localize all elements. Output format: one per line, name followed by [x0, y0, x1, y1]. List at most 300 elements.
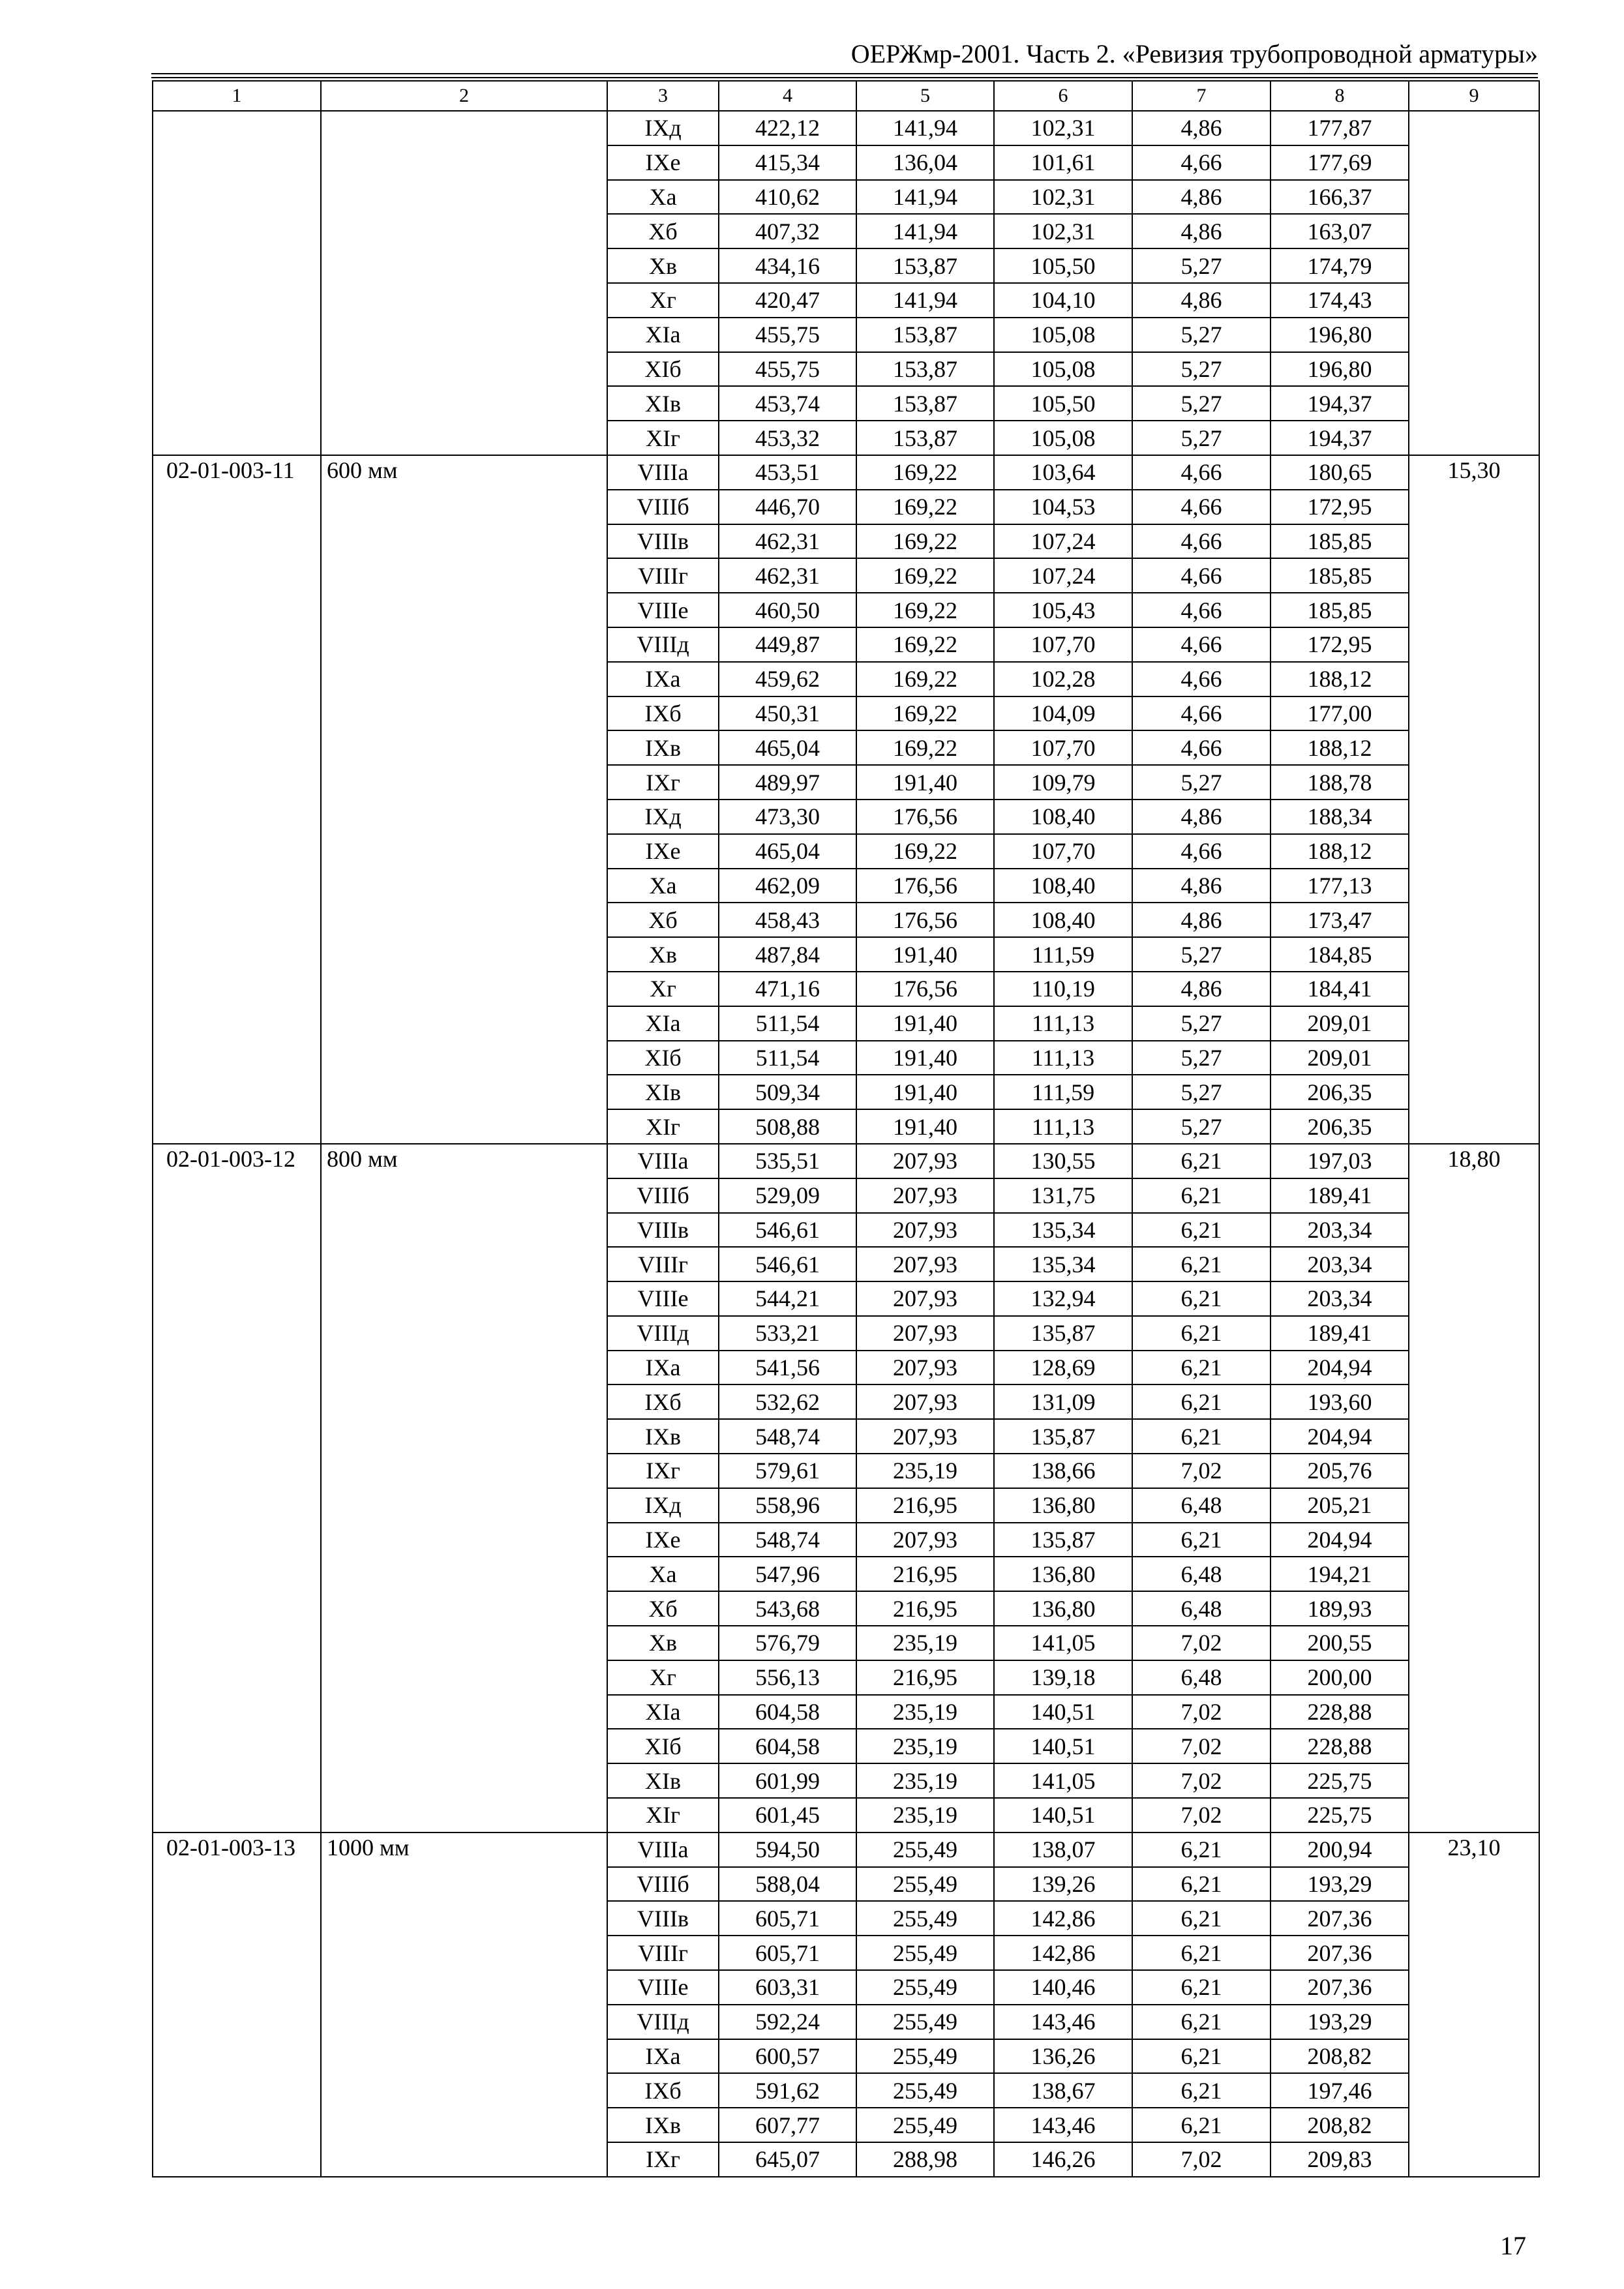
total-cost-cell: 422,12 [719, 111, 856, 145]
machines-cell: 105,50 [994, 386, 1132, 421]
total-cost-cell: 462,09 [719, 869, 856, 903]
machines-cell: 140,51 [994, 1695, 1132, 1729]
wages-cell: 191,40 [856, 1006, 994, 1041]
machines-cell: 109,79 [994, 765, 1132, 800]
machinist-wages-cell: 6,21 [1132, 1867, 1271, 1902]
materials-cell: 205,76 [1271, 1454, 1409, 1488]
machines-cell: 136,80 [994, 1488, 1132, 1523]
machines-cell: 103,64 [994, 455, 1132, 490]
zone-cell: VIIIе [607, 1970, 719, 2005]
machines-cell: 141,05 [994, 1763, 1132, 1798]
materials-cell: 209,01 [1271, 1006, 1409, 1041]
materials-cell: 204,94 [1271, 1419, 1409, 1454]
total-cost-cell: 605,71 [719, 1901, 856, 1936]
materials-cell: 180,65 [1271, 455, 1409, 490]
wages-cell: 207,93 [856, 1523, 994, 1557]
total-cost-cell: 541,56 [719, 1351, 856, 1385]
wages-cell: 207,93 [856, 1281, 994, 1316]
machines-cell: 136,80 [994, 1557, 1132, 1591]
machines-cell: 128,69 [994, 1351, 1132, 1385]
wages-cell: 191,40 [856, 1075, 994, 1109]
wages-cell: 141,94 [856, 111, 994, 145]
machinist-wages-cell: 4,86 [1132, 214, 1271, 248]
machinist-wages-cell: 7,02 [1132, 1763, 1271, 1798]
machinist-wages-cell: 6,21 [1132, 1281, 1271, 1316]
total-cost-cell: 603,31 [719, 1970, 856, 2005]
zone-cell: Xв [607, 248, 719, 283]
materials-cell: 194,21 [1271, 1557, 1409, 1591]
machines-cell: 108,40 [994, 903, 1132, 937]
column-number: 7 [1132, 81, 1271, 111]
materials-cell: 173,47 [1271, 903, 1409, 937]
zone-cell: VIIIа [607, 455, 719, 490]
total-cost-cell: 532,62 [719, 1384, 856, 1419]
materials-cell: 204,94 [1271, 1351, 1409, 1385]
machinist-wages-cell: 4,86 [1132, 111, 1271, 145]
machines-cell: 138,66 [994, 1454, 1132, 1488]
wages-cell: 153,87 [856, 352, 994, 387]
zone-cell: XIа [607, 318, 719, 352]
wages-cell: 191,40 [856, 1109, 994, 1144]
machines-cell: 107,24 [994, 558, 1132, 593]
machinist-wages-cell: 4,86 [1132, 800, 1271, 834]
total-cost-cell: 415,34 [719, 145, 856, 180]
column-number: 6 [994, 81, 1132, 111]
document-header: ОЕРЖмр-2001. Часть 2. «Ревизия трубопроводной арматуры» [850, 39, 1538, 68]
zone-cell: IXа [607, 1351, 719, 1385]
zone-cell: Xа [607, 180, 719, 215]
total-cost-cell: 473,30 [719, 800, 856, 834]
wages-cell: 255,49 [856, 1970, 994, 2005]
machinist-wages-cell: 4,66 [1132, 455, 1271, 490]
machinist-wages-cell: 5,27 [1132, 765, 1271, 800]
machinist-wages-cell: 4,66 [1132, 696, 1271, 731]
materials-cell: 225,75 [1271, 1798, 1409, 1833]
zone-cell: XIг [607, 1798, 719, 1833]
column-number: 8 [1271, 81, 1409, 111]
labor-cost-cell: 15,30 [1409, 455, 1539, 1144]
machinist-wages-cell: 5,27 [1132, 1109, 1271, 1144]
column-number-row [153, 81, 1539, 111]
materials-cell: 206,35 [1271, 1109, 1409, 1144]
materials-cell: 205,21 [1271, 1488, 1409, 1523]
machines-cell: 141,05 [994, 1626, 1132, 1660]
wages-cell: 255,49 [856, 2039, 994, 2074]
materials-cell: 228,88 [1271, 1729, 1409, 1763]
machines-cell: 132,94 [994, 1281, 1132, 1316]
wages-cell: 169,22 [856, 524, 994, 559]
machines-cell: 111,13 [994, 1006, 1132, 1041]
wages-cell: 216,95 [856, 1660, 994, 1695]
materials-cell: 203,34 [1271, 1281, 1409, 1316]
machinist-wages-cell: 6,21 [1132, 1833, 1271, 1867]
column-number: 4 [719, 81, 856, 111]
zone-cell: Xв [607, 1626, 719, 1660]
materials-cell: 200,94 [1271, 1833, 1409, 1867]
machinist-wages-cell: 6,21 [1132, 1419, 1271, 1454]
column-number: 5 [856, 81, 994, 111]
materials-cell: 228,88 [1271, 1695, 1409, 1729]
machinist-wages-cell: 6,21 [1132, 1970, 1271, 2005]
materials-cell: 177,87 [1271, 111, 1409, 145]
zone-cell: VIIIд [607, 2005, 719, 2039]
machinist-wages-cell: 4,66 [1132, 834, 1271, 869]
materials-cell: 193,29 [1271, 2005, 1409, 2039]
wages-cell: 216,95 [856, 1488, 994, 1523]
materials-cell: 189,93 [1271, 1591, 1409, 1626]
wages-cell: 153,87 [856, 318, 994, 352]
zone-cell: VIIIб [607, 1178, 719, 1213]
zone-cell: VIIIа [607, 1144, 719, 1178]
materials-cell: 197,46 [1271, 2073, 1409, 2108]
machinist-wages-cell: 4,86 [1132, 180, 1271, 215]
total-cost-cell: 600,57 [719, 2039, 856, 2074]
wages-cell: 235,19 [856, 1763, 994, 1798]
total-cost-cell: 579,61 [719, 1454, 856, 1488]
zone-cell: XIа [607, 1006, 719, 1041]
wages-cell: 191,40 [856, 765, 994, 800]
zone-cell: VIIIв [607, 1213, 719, 1248]
machines-cell: 138,67 [994, 2073, 1132, 2108]
total-cost-cell: 511,54 [719, 1041, 856, 1075]
machines-cell: 111,59 [994, 1075, 1132, 1109]
machinist-wages-cell: 6,21 [1132, 1178, 1271, 1213]
machines-cell: 140,46 [994, 1970, 1132, 2005]
total-cost-cell: 544,21 [719, 1281, 856, 1316]
zone-cell: VIIIв [607, 524, 719, 559]
wages-cell: 207,93 [856, 1247, 994, 1281]
machinist-wages-cell: 6,21 [1132, 1213, 1271, 1248]
wages-cell: 235,19 [856, 1729, 994, 1763]
machines-cell: 135,87 [994, 1316, 1132, 1351]
zone-cell: XIб [607, 352, 719, 387]
labor-cost-cell: 18,80 [1409, 1144, 1539, 1833]
machinist-wages-cell: 7,02 [1132, 1695, 1271, 1729]
zone-cell: IXд [607, 800, 719, 834]
wages-cell: 235,19 [856, 1454, 994, 1488]
machines-cell: 136,26 [994, 2039, 1132, 2074]
rate-code-cell [153, 111, 321, 455]
zone-cell: XIб [607, 1729, 719, 1763]
total-cost-cell: 453,74 [719, 386, 856, 421]
zone-cell: Xб [607, 903, 719, 937]
total-cost-cell: 511,54 [719, 1006, 856, 1041]
total-cost-cell: 556,13 [719, 1660, 856, 1695]
zone-cell: VIIIб [607, 490, 719, 524]
total-cost-cell: 543,68 [719, 1591, 856, 1626]
wages-cell: 169,22 [856, 455, 994, 490]
wages-cell: 235,19 [856, 1695, 994, 1729]
zone-cell: XIв [607, 1075, 719, 1109]
table-row [153, 1144, 1539, 1178]
machines-cell: 143,46 [994, 2108, 1132, 2142]
machines-cell: 104,09 [994, 696, 1132, 731]
machinist-wages-cell: 6,21 [1132, 1247, 1271, 1281]
total-cost-cell: 508,88 [719, 1109, 856, 1144]
materials-cell: 207,36 [1271, 1901, 1409, 1936]
machines-cell: 105,08 [994, 318, 1132, 352]
diameter-cell: 1000 мм [321, 1833, 607, 2177]
machinist-wages-cell: 6,21 [1132, 1384, 1271, 1419]
column-number: 1 [153, 81, 321, 111]
total-cost-cell: 509,34 [719, 1075, 856, 1109]
total-cost-cell: 591,62 [719, 2073, 856, 2108]
total-cost-cell: 535,51 [719, 1144, 856, 1178]
zone-cell: Xг [607, 1660, 719, 1695]
zone-cell: XIа [607, 1695, 719, 1729]
total-cost-cell: 453,51 [719, 455, 856, 490]
wages-cell: 207,93 [856, 1144, 994, 1178]
zone-cell: IXе [607, 145, 719, 180]
materials-cell: 209,01 [1271, 1041, 1409, 1075]
wages-cell: 191,40 [856, 937, 994, 972]
machinist-wages-cell: 6,21 [1132, 1316, 1271, 1351]
total-cost-cell: 410,62 [719, 180, 856, 215]
wages-cell: 153,87 [856, 248, 994, 283]
total-cost-cell: 645,07 [719, 2142, 856, 2177]
total-cost-cell: 601,45 [719, 1798, 856, 1833]
machinist-wages-cell: 6,21 [1132, 1351, 1271, 1385]
wages-cell: 255,49 [856, 2108, 994, 2142]
total-cost-cell: 471,16 [719, 972, 856, 1006]
machines-cell: 105,08 [994, 352, 1132, 387]
materials-cell: 177,00 [1271, 696, 1409, 731]
machines-cell: 104,10 [994, 283, 1132, 318]
machines-cell: 102,31 [994, 214, 1132, 248]
materials-cell: 174,43 [1271, 283, 1409, 318]
zone-cell: IXе [607, 834, 719, 869]
machines-cell: 140,51 [994, 1798, 1132, 1833]
machinist-wages-cell: 5,27 [1132, 318, 1271, 352]
machines-cell: 102,28 [994, 662, 1132, 696]
materials-cell: 193,29 [1271, 1867, 1409, 1902]
wages-cell: 255,49 [856, 1833, 994, 1867]
total-cost-cell: 558,96 [719, 1488, 856, 1523]
materials-cell: 172,95 [1271, 490, 1409, 524]
machinist-wages-cell: 5,27 [1132, 352, 1271, 387]
total-cost-cell: 420,47 [719, 283, 856, 318]
table-row [153, 455, 1539, 490]
machines-cell: 107,70 [994, 627, 1132, 662]
wages-cell: 169,22 [856, 593, 994, 627]
zone-cell: IXа [607, 662, 719, 696]
machines-cell: 107,70 [994, 834, 1132, 869]
total-cost-cell: 546,61 [719, 1247, 856, 1281]
materials-cell: 208,82 [1271, 2108, 1409, 2142]
table-row [153, 1833, 1539, 1867]
zone-cell: IXб [607, 1384, 719, 1419]
zone-cell: VIIIг [607, 1247, 719, 1281]
machinist-wages-cell: 4,86 [1132, 903, 1271, 937]
wages-cell: 207,93 [856, 1419, 994, 1454]
total-cost-cell: 460,50 [719, 593, 856, 627]
total-cost-cell: 605,71 [719, 1936, 856, 1970]
zone-cell: Xа [607, 869, 719, 903]
total-cost-cell: 489,97 [719, 765, 856, 800]
total-cost-cell: 487,84 [719, 937, 856, 972]
rate-code-cell: 02-01-003-13 [153, 1833, 321, 2177]
zone-cell: XIв [607, 386, 719, 421]
materials-cell: 188,12 [1271, 730, 1409, 765]
materials-cell: 172,95 [1271, 627, 1409, 662]
materials-cell: 189,41 [1271, 1316, 1409, 1351]
materials-cell: 174,79 [1271, 248, 1409, 283]
machines-cell: 138,07 [994, 1833, 1132, 1867]
materials-cell: 189,41 [1271, 1178, 1409, 1213]
machines-cell: 111,13 [994, 1109, 1132, 1144]
materials-cell: 177,69 [1271, 145, 1409, 180]
machinist-wages-cell: 4,66 [1132, 145, 1271, 180]
machines-cell: 102,31 [994, 111, 1132, 145]
wages-cell: 255,49 [856, 1867, 994, 1902]
materials-cell: 194,37 [1271, 386, 1409, 421]
total-cost-cell: 407,32 [719, 214, 856, 248]
machines-cell: 143,46 [994, 2005, 1132, 2039]
column-number: 9 [1409, 81, 1539, 111]
machinist-wages-cell: 5,27 [1132, 1075, 1271, 1109]
machines-cell: 142,86 [994, 1936, 1132, 1970]
materials-cell: 203,34 [1271, 1213, 1409, 1248]
machinist-wages-cell: 5,27 [1132, 421, 1271, 455]
zone-cell: IXв [607, 1419, 719, 1454]
zone-cell: VIIIд [607, 1316, 719, 1351]
wages-cell: 207,93 [856, 1178, 994, 1213]
machinist-wages-cell: 4,66 [1132, 627, 1271, 662]
total-cost-cell: 607,77 [719, 2108, 856, 2142]
machinist-wages-cell: 4,66 [1132, 558, 1271, 593]
wages-cell: 216,95 [856, 1591, 994, 1626]
diameter-cell: 600 мм [321, 455, 607, 1144]
zone-cell: IXд [607, 111, 719, 145]
total-cost-cell: 547,96 [719, 1557, 856, 1591]
machinist-wages-cell: 6,48 [1132, 1488, 1271, 1523]
materials-cell: 188,78 [1271, 765, 1409, 800]
zone-cell: VIIIд [607, 627, 719, 662]
materials-cell: 185,85 [1271, 558, 1409, 593]
wages-cell: 255,49 [856, 1901, 994, 1936]
machinist-wages-cell: 6,48 [1132, 1557, 1271, 1591]
machinist-wages-cell: 5,27 [1132, 937, 1271, 972]
materials-cell: 166,37 [1271, 180, 1409, 215]
wages-cell: 169,22 [856, 834, 994, 869]
page-number: 17 [1500, 2231, 1526, 2260]
machinist-wages-cell: 7,02 [1132, 1729, 1271, 1763]
price-table [152, 80, 1540, 2177]
materials-cell: 206,35 [1271, 1075, 1409, 1109]
zone-cell: XIг [607, 421, 719, 455]
wages-cell: 169,22 [856, 558, 994, 593]
rate-code-cell: 02-01-003-12 [153, 1144, 321, 1833]
wages-cell: 288,98 [856, 2142, 994, 2177]
total-cost-cell: 459,62 [719, 662, 856, 696]
machinist-wages-cell: 7,02 [1132, 1798, 1271, 1833]
materials-cell: 188,34 [1271, 800, 1409, 834]
machinist-wages-cell: 7,02 [1132, 1454, 1271, 1488]
total-cost-cell: 604,58 [719, 1695, 856, 1729]
total-cost-cell: 465,04 [719, 834, 856, 869]
machinist-wages-cell: 6,21 [1132, 1901, 1271, 1936]
machines-cell: 102,31 [994, 180, 1132, 215]
wages-cell: 141,94 [856, 214, 994, 248]
materials-cell: 209,83 [1271, 2142, 1409, 2177]
materials-cell: 207,36 [1271, 1936, 1409, 1970]
zone-cell: VIIIг [607, 1936, 719, 1970]
machinist-wages-cell: 7,02 [1132, 2142, 1271, 2177]
machinist-wages-cell: 6,21 [1132, 1936, 1271, 1970]
machinist-wages-cell: 5,27 [1132, 248, 1271, 283]
machines-cell: 136,80 [994, 1591, 1132, 1626]
machinist-wages-cell: 6,21 [1132, 1523, 1271, 1557]
wages-cell: 136,04 [856, 145, 994, 180]
materials-cell: 177,13 [1271, 869, 1409, 903]
materials-cell: 200,55 [1271, 1626, 1409, 1660]
materials-cell: 163,07 [1271, 214, 1409, 248]
total-cost-cell: 462,31 [719, 524, 856, 559]
zone-cell: VIIIб [607, 1867, 719, 1902]
zone-cell: Xа [607, 1557, 719, 1591]
zone-cell: IXв [607, 730, 719, 765]
machines-cell: 107,70 [994, 730, 1132, 765]
diameter-cell: 800 мм [321, 1144, 607, 1833]
labor-cost-cell [1409, 111, 1539, 455]
zone-cell: Xб [607, 214, 719, 248]
machinist-wages-cell: 6,21 [1132, 2039, 1271, 2074]
materials-cell: 193,60 [1271, 1384, 1409, 1419]
materials-cell: 197,03 [1271, 1144, 1409, 1178]
machinist-wages-cell: 7,02 [1132, 1626, 1271, 1660]
machines-cell: 131,09 [994, 1384, 1132, 1419]
total-cost-cell: 462,31 [719, 558, 856, 593]
machines-cell: 139,18 [994, 1660, 1132, 1695]
total-cost-cell: 455,75 [719, 318, 856, 352]
total-cost-cell: 546,61 [719, 1213, 856, 1248]
machinist-wages-cell: 4,86 [1132, 869, 1271, 903]
machines-cell: 131,75 [994, 1178, 1132, 1213]
machinist-wages-cell: 4,86 [1132, 283, 1271, 318]
machines-cell: 130,55 [994, 1144, 1132, 1178]
wages-cell: 176,56 [856, 869, 994, 903]
machinist-wages-cell: 5,27 [1132, 386, 1271, 421]
column-number: 2 [321, 81, 607, 111]
wages-cell: 207,93 [856, 1213, 994, 1248]
zone-cell: Xг [607, 972, 719, 1006]
wages-cell: 141,94 [856, 283, 994, 318]
total-cost-cell: 458,43 [719, 903, 856, 937]
machines-cell: 142,86 [994, 1901, 1132, 1936]
wages-cell: 169,22 [856, 490, 994, 524]
total-cost-cell: 533,21 [719, 1316, 856, 1351]
machines-cell: 111,59 [994, 937, 1132, 972]
machines-cell: 135,87 [994, 1523, 1132, 1557]
zone-cell: VIIIе [607, 593, 719, 627]
wages-cell: 207,93 [856, 1316, 994, 1351]
materials-cell: 204,94 [1271, 1523, 1409, 1557]
zone-cell: XIв [607, 1763, 719, 1798]
zone-cell: IXб [607, 696, 719, 731]
wages-cell: 207,93 [856, 1384, 994, 1419]
machines-cell: 146,26 [994, 2142, 1132, 2177]
materials-cell: 185,85 [1271, 524, 1409, 559]
zone-cell: IXа [607, 2039, 719, 2074]
column-number: 3 [607, 81, 719, 111]
machinist-wages-cell: 6,21 [1132, 1144, 1271, 1178]
wages-cell: 255,49 [856, 1936, 994, 1970]
machinist-wages-cell: 4,66 [1132, 490, 1271, 524]
total-cost-cell: 453,32 [719, 421, 856, 455]
total-cost-cell: 446,70 [719, 490, 856, 524]
machines-cell: 105,50 [994, 248, 1132, 283]
zone-cell: Xг [607, 283, 719, 318]
